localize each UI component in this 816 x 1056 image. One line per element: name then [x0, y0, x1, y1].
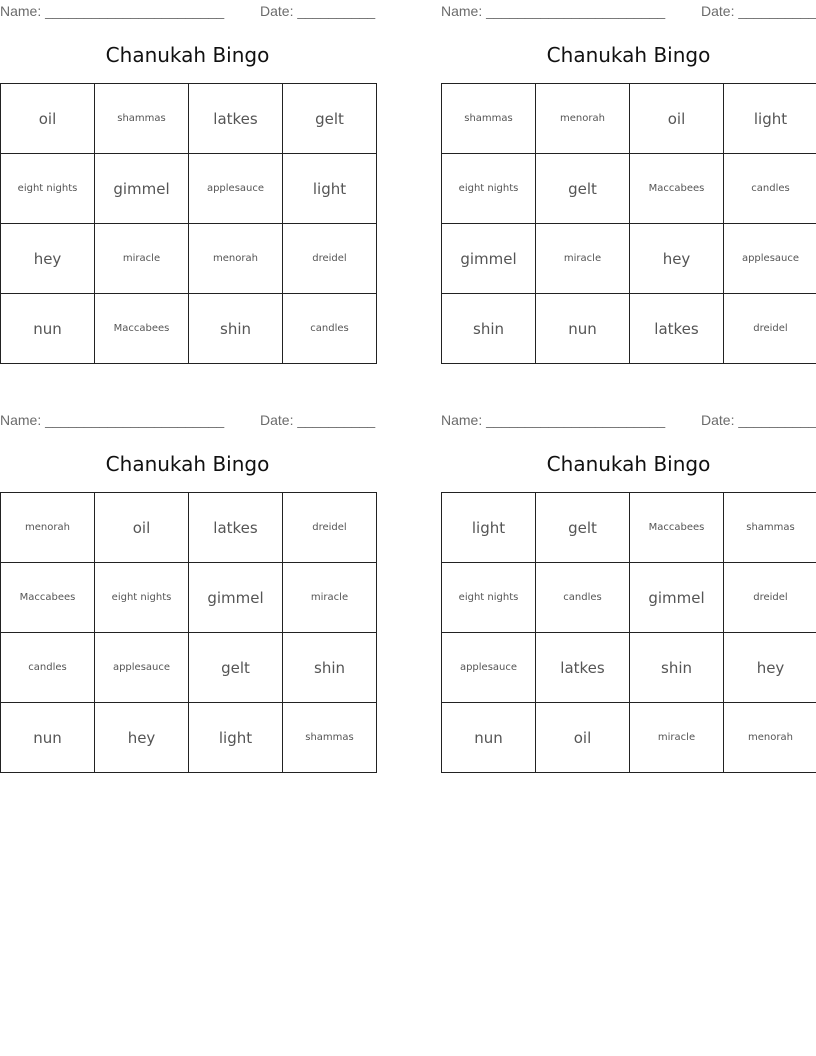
bingo-cell: shin — [283, 633, 377, 703]
bingo-cell: latkes — [536, 633, 630, 703]
bingo-cell: eight nights — [95, 563, 189, 633]
bingo-cell: light — [189, 703, 283, 773]
bingo-cell: oil — [630, 84, 724, 154]
bingo-cell: menorah — [724, 703, 816, 773]
date-field-label: Date: __________ — [260, 3, 376, 19]
bingo-cell: applesauce — [95, 633, 189, 703]
bingo-cell: oil — [536, 703, 630, 773]
bingo-cell: gelt — [283, 84, 377, 154]
bingo-cell: dreidel — [283, 224, 377, 294]
bingo-cell: miracle — [536, 224, 630, 294]
bingo-cell: oil — [1, 84, 95, 154]
bingo-cell: shammas — [724, 493, 816, 563]
bingo-cell: gimmel — [442, 224, 536, 294]
grid-row — [442, 563, 816, 633]
bingo-cell: shin — [630, 633, 724, 703]
card-title: Chanukah Bingo — [546, 43, 711, 67]
card-title: Chanukah Bingo — [105, 43, 270, 67]
bingo-grid — [441, 83, 816, 364]
bingo-cell: shammas — [283, 703, 377, 773]
bingo-cell: latkes — [189, 493, 283, 563]
bingo-card-3 — [0, 409, 375, 781]
bingo-cell: shammas — [442, 84, 536, 154]
bingo-card-2 — [441, 0, 816, 372]
bingo-cell: Maccabees — [630, 154, 724, 224]
bingo-cell: dreidel — [283, 493, 377, 563]
grid-row — [442, 633, 816, 703]
bingo-cell: Maccabees — [95, 294, 189, 364]
grid-row — [442, 294, 816, 364]
bingo-cell: light — [724, 84, 816, 154]
bingo-grid — [441, 492, 816, 773]
bingo-cell: gimmel — [95, 154, 189, 224]
bingo-cell: miracle — [630, 703, 724, 773]
bingo-cell: menorah — [189, 224, 283, 294]
bingo-cell: gelt — [536, 493, 630, 563]
name-field-label: Name: _______________________ — [0, 412, 225, 428]
bingo-cell: gimmel — [630, 563, 724, 633]
grid-row — [1, 633, 377, 703]
bingo-cell: menorah — [1, 493, 95, 563]
bingo-cell: hey — [1, 224, 95, 294]
bingo-cell: Maccabees — [630, 493, 724, 563]
grid-row — [1, 84, 377, 154]
card-title: Chanukah Bingo — [546, 452, 711, 476]
bingo-cell: latkes — [189, 84, 283, 154]
bingo-cell: shin — [189, 294, 283, 364]
bingo-cell: shammas — [95, 84, 189, 154]
bingo-cell: applesauce — [724, 224, 816, 294]
grid-row — [442, 224, 816, 294]
bingo-grid — [0, 83, 377, 364]
grid-row — [1, 154, 377, 224]
bingo-cell: eight nights — [442, 563, 536, 633]
bingo-cell: nun — [536, 294, 630, 364]
grid-row — [442, 154, 816, 224]
grid-row — [442, 493, 816, 563]
bingo-cell: eight nights — [1, 154, 95, 224]
bingo-grid — [0, 492, 377, 773]
date-field-label: Date: __________ — [701, 412, 816, 428]
bingo-cell: miracle — [283, 563, 377, 633]
bingo-card-4 — [441, 409, 816, 781]
bingo-cell: dreidel — [724, 294, 816, 364]
bingo-cell: applesauce — [442, 633, 536, 703]
name-field-label: Name: _______________________ — [441, 3, 666, 19]
bingo-cell: light — [442, 493, 536, 563]
bingo-cell: light — [283, 154, 377, 224]
name-field-label: Name: _______________________ — [0, 3, 225, 19]
bingo-cell: applesauce — [189, 154, 283, 224]
bingo-cell: dreidel — [724, 563, 816, 633]
bingo-cell: candles — [283, 294, 377, 364]
bingo-cell: hey — [630, 224, 724, 294]
grid-row — [1, 563, 377, 633]
bingo-cell: gelt — [189, 633, 283, 703]
bingo-cell: shin — [442, 294, 536, 364]
name-field-label: Name: _______________________ — [441, 412, 666, 428]
bingo-cell: gimmel — [189, 563, 283, 633]
bingo-cell: hey — [95, 703, 189, 773]
grid-row — [1, 703, 377, 773]
bingo-cell: nun — [1, 294, 95, 364]
bingo-cell: latkes — [630, 294, 724, 364]
bingo-cell: eight nights — [442, 154, 536, 224]
bingo-cell: hey — [724, 633, 816, 703]
bingo-cell: gelt — [536, 154, 630, 224]
bingo-cell: miracle — [95, 224, 189, 294]
bingo-cell: nun — [442, 703, 536, 773]
date-field-label: Date: __________ — [701, 3, 816, 19]
bingo-cell: nun — [1, 703, 95, 773]
bingo-cell: Maccabees — [1, 563, 95, 633]
date-field-label: Date: __________ — [260, 412, 376, 428]
bingo-cell: candles — [724, 154, 816, 224]
grid-row — [1, 493, 377, 563]
grid-row — [1, 294, 377, 364]
grid-row — [442, 84, 816, 154]
card-title: Chanukah Bingo — [105, 452, 270, 476]
bingo-cell: candles — [1, 633, 95, 703]
grid-row — [442, 703, 816, 773]
bingo-cell: menorah — [536, 84, 630, 154]
bingo-cell: oil — [95, 493, 189, 563]
grid-row — [1, 224, 377, 294]
bingo-cell: candles — [536, 563, 630, 633]
bingo-card-1 — [0, 0, 375, 372]
